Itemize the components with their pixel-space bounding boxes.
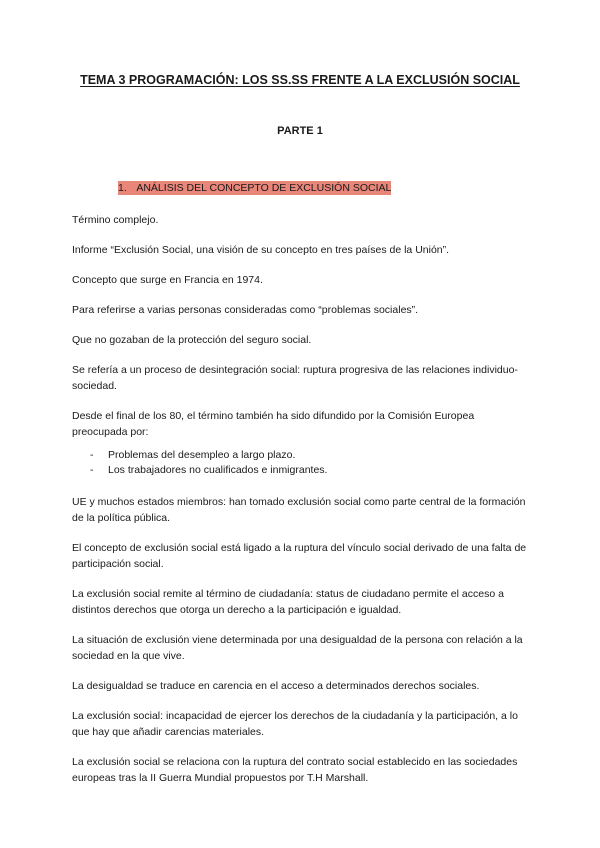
section-number: 1. [118,182,127,194]
paragraph: Desde el final de los 80, el término también ha sido difundido por la Comisión Europea preocupada por: [72,410,475,438]
paragraph: Término complejo. [72,214,159,226]
paragraph: La exclusión social se relaciona con la ruptura del contrato social establecido en las sociedades europeas tras la II Guerra Mundial propuestos por T.H Marshall. [72,756,518,784]
part-label: PARTE 1 [277,125,323,137]
paragraph: Para referirse a varias personas consideradas como “problemas sociales”. [72,304,419,316]
paragraph: Se refería a un proceso de desintegración social: ruptura progresiva de las relaciones individuo-sociedad. [72,364,518,392]
paragraph: El concepto de exclusión social está ligado a la ruptura del vínculo social derivado de una falta de participación social. [72,542,527,570]
list-item [72,463,532,478]
list-item [72,448,532,463]
paragraph: La situación de exclusión viene determinada por una desigualdad de la persona con relación a la sociedad en la que vive. [72,634,523,662]
dash-bullet: - [90,449,94,461]
paragraph: La exclusión social remite al término de ciudadanía: status de ciudadano permite el acceso a distintos derechos que otorga un derecho a la participación e igualdad. [72,588,504,616]
paragraph: Informe “Exclusión Social, una visión de su concepto en tres países de la Unión”. [72,244,450,256]
section-heading-highlight [118,181,391,195]
paragraph: La desigualdad se traduce en carencia en el acceso a determinados derechos sociales. [72,680,480,692]
document-title: TEMA 3 PROGRAMACIÓN: LOS SS.SS FRENTE A LA EXCLUSIÓN SOCIAL [80,73,520,87]
paragraph: La exclusión social: incapacidad de ejercer los derechos de la ciudadanía y la participación, a lo que hay que añadir carencias materiales. [72,710,518,738]
section-heading-text: ANÁLISIS DEL CONCEPTO DE EXCLUSIÓN SOCIAL [136,182,392,194]
list-item-text: Los trabajadores no cualificados e inmigrantes. [108,464,328,476]
list-item-text: Problemas del desempleo a largo plazo. [108,449,296,461]
paragraph: Concepto que surge en Francia en 1974. [72,274,263,286]
paragraph: UE y muchos estados miembros: han tomado exclusión social como parte central de la formación de la política pública. [72,496,526,524]
section-heading [118,182,391,194]
bullet-list [72,448,532,478]
dash-bullet: - [90,464,94,476]
document-body [72,212,532,800]
paragraph: Que no gozaban de la protección del seguro social. [72,334,312,346]
